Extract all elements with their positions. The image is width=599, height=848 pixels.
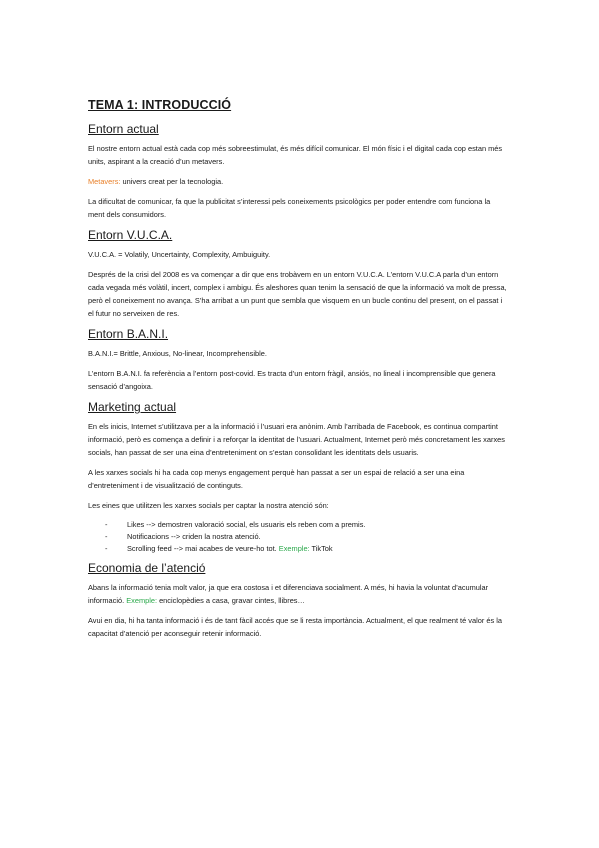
definition-paragraph: [88, 175, 508, 188]
section-heading: Marketing actual: [88, 400, 177, 414]
term-definition: univers creat per la tecnologia.: [120, 177, 224, 186]
paragraph: Avui en dia, hi ha tanta informació i és de tant fàcil accés que se li resta importància. Actualment, el que realment té valor és la capacitat d’atenció per aconseguir retenir informació.: [88, 616, 502, 638]
section-entorn-actual: [88, 122, 508, 221]
example-text: TikTok: [309, 544, 333, 553]
list-item-text: Scrolling feed --> mai acabes de veure-ho tot.: [127, 544, 279, 553]
bullet-dash: -: [105, 532, 108, 541]
paragraph: V.U.C.A. = Volatily, Uncertainty, Complexity, Ambuiguity.: [88, 250, 271, 259]
document-body: [88, 98, 508, 647]
term-label: Metavers:: [88, 177, 121, 186]
paragraph: Les eines que utilitzen les xarxes socials per captar la nostra atenció són:: [88, 501, 329, 510]
document-title: TEMA 1: INTRODUCCIÓ: [88, 98, 232, 112]
list-item-text: Notificacions --> criden la nostra atenció.: [127, 532, 261, 541]
paragraph: En els inicis, Internet s’utilitzava per a la informació i l’usuari era anònim. Amb l’arribada de Facebook, es continua compartint informació, però es comença a definir i a reforçar la identitat de l’usuari. Actualment, Internet però més concretament les xarxes socials, han passat de ser una eina d’entreteniment on s’estan consolidant les identitats dels usuaris.: [88, 422, 505, 457]
section-heading: Economia de l’atenció: [88, 561, 206, 575]
example-label: Exemple:: [126, 596, 158, 605]
paragraph-text: Abans la informació tenia molt valor, ja que era costosa i et diferenciava socialment. A més, hi havia la voluntat d’acumular informació.: [88, 583, 489, 605]
bullet-dash: -: [105, 544, 108, 553]
section-heading: Entorn actual: [88, 122, 159, 136]
section-bani: [88, 327, 508, 393]
bullet-list: [88, 519, 508, 555]
bullet-dash: -: [105, 520, 108, 529]
paragraph: B.A.N.I.= Brittle, Anxious, No-linear, Incomprehensible.: [88, 349, 267, 358]
paragraph: [88, 581, 508, 607]
list-item: [105, 531, 508, 543]
paragraph: L’entorn B.A.N.I. fa referència a l’entorn post-covid. Es tracta d’un entorn fràgil, ansiós, no lineal i incomprensible que genera sensació d’angoixa.: [88, 369, 496, 391]
section-vuca: [88, 228, 508, 320]
list-item-text: Likes --> demostren valoració social, els usuaris els reben com a premis.: [127, 520, 366, 529]
list-item: [105, 519, 508, 531]
example-text: enciclopèdies a casa, gravar cintes, llibres…: [157, 596, 305, 605]
section-marketing: [88, 400, 508, 555]
paragraph: Després de la crisi del 2008 es va començar a dir que ens trobàvem en un entorn V.U.C.A. L’entorn V.U.C.A parla d’un entorn cada vegada més volàtil, incert, complex i ambigu. És aleshores quan tenim la sensació de que la informació va molt de pressa, però el coneixement no avança. S’ha arribat a un punt que sembla que visquem en un bucle continu del present, on el passat i el futur no serveixen de res.: [88, 270, 507, 318]
section-heading: Entorn V.U.C.A.: [88, 228, 173, 242]
example-label: Exemple:: [278, 544, 310, 553]
paragraph: La dificultat de comunicar, fa que la publicitat s’interessi pels coneixements psicològics per poder entendre com funciona la ment dels consumidors.: [88, 197, 491, 219]
list-item-text-group: [105, 543, 333, 555]
section-economia: [88, 561, 508, 640]
paragraph: A les xarxes socials hi ha cada cop menys engagement perquè han passat a ser un espai de relació a ser una eina d’entreteniment i de visualització de continguts.: [88, 468, 465, 490]
section-heading: Entorn B.A.N.I.: [88, 327, 169, 341]
paragraph: El nostre entorn actual està cada cop més sobreestimulat, és més difícil comunicar. El món físic i el digital cada cop estan més units, aspirant a la creació d’un metavers.: [88, 144, 503, 166]
list-item: [105, 543, 508, 555]
